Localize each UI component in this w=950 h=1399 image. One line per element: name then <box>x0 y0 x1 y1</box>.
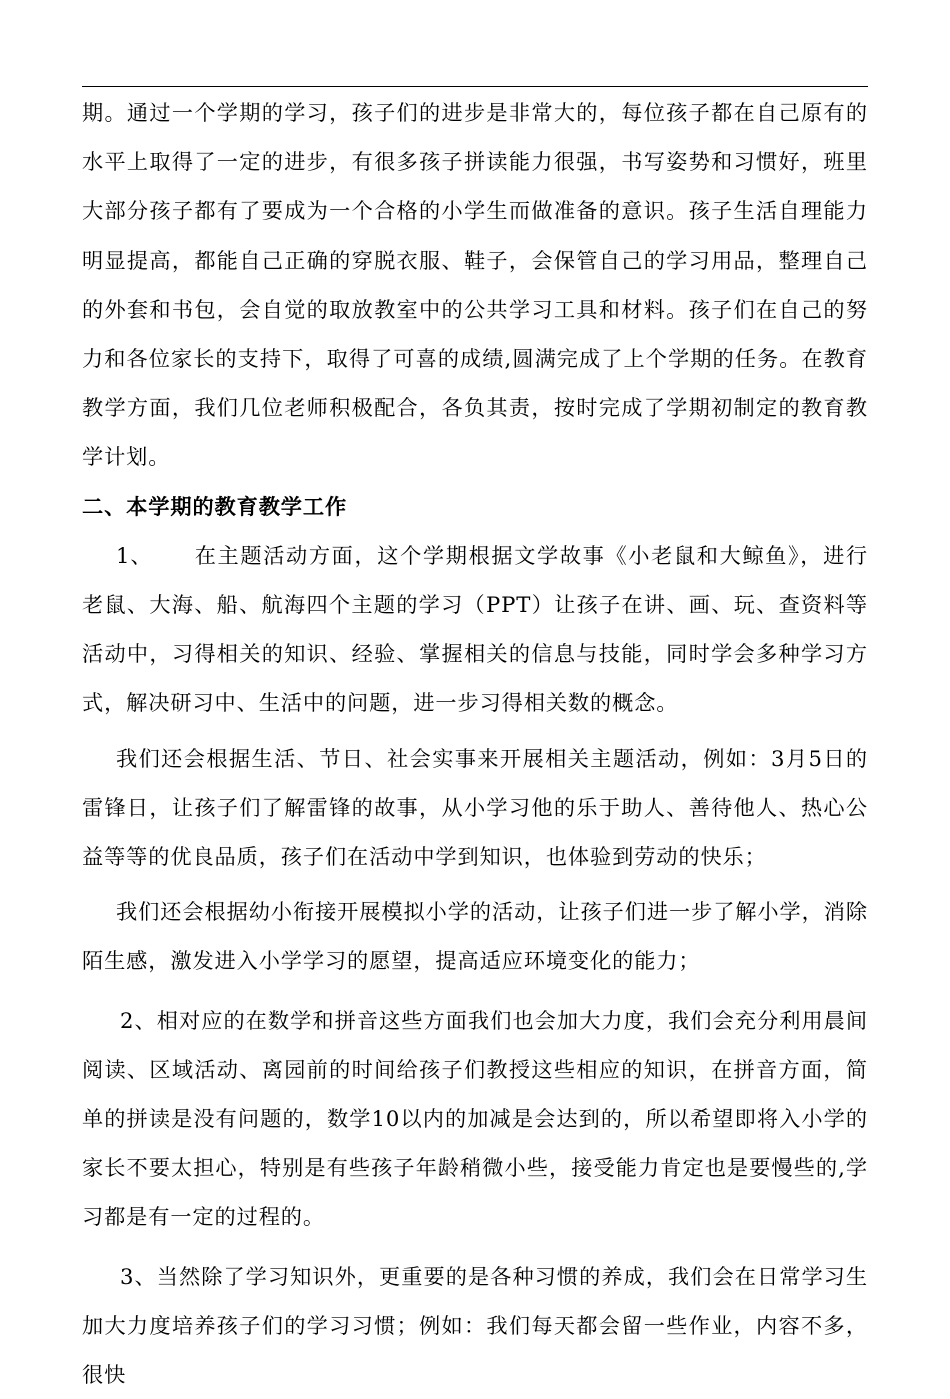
list-item-1-text: 在主题活动方面，这个学期根据文学故事《小老鼠和大鲸鱼》，进行老鼠、大海、船、航海四个主题的学习（PPT）让孩子在讲、画、玩、查资料等活动中，习得相关的知识、经验、掌握相关的信息与技能，同时学会多种学习方式，解决研习中、生活中的问题，进一步习得相关数的概念。 <box>82 542 868 716</box>
paragraph-leifeng-day: 我们还会根据生活、节日、社会实事来开展相关主题活动，例如：3月5日的雷锋日，让孩子们了解雷锋的故事，从小学习他的乐于助人、善待他人、热心公益等等的优良品质，孩子们在活动中学到知识，也体验到劳动的快乐； <box>82 745 868 870</box>
section-heading: 二、本学期的教育教学工作 <box>82 493 348 519</box>
list-item-1 <box>82 531 868 728</box>
header-rule <box>82 86 868 87</box>
paragraph-previous-semester: 期。通过一个学期的学习，孩子们的进步是非常大的，每位孩子都在自己原有的水平上取得了一定的进步，有很多孩子拼读能力很强，书写姿势和习惯好，班里大部分孩子都有了要成为一个合格的小学生而做准备的意识。孩子生活自理能力明显提高，都能自己正确的穿脱衣服、鞋子，会保管自己的学习用品，整理自己的外套和书包，会自觉的取放教室中的公共学习工具和材料。孩子们在自己的努力和各位家长的支持下，取得了可喜的成绩,圆满完成了上个学期的任务。在教育教学方面，我们几位老师积极配合，各负其责，按时完成了学期初制定的教育教学计划。 <box>82 100 868 470</box>
document-body <box>82 88 868 1399</box>
list-item-2: 2、相对应的在数学和拼音这些方面我们也会加大力度，我们会充分利用晨间阅读、区域活动、离园前的时间给孩子们教授这些相应的知识，在拼音方面，简单的拼读是没有问题的，数学10以内的加减是会达到的，所以希望即将入小学的家长不要太担心，特别是有些孩子年龄稍微小些，接受能力肯定也是要慢些的,学习都是有一定的过程的。 <box>82 1007 868 1230</box>
list-item-1-number: 1、 <box>116 542 153 568</box>
list-item-3: 3、当然除了学习知识外，更重要的是各种习惯的养成，我们会在日常学习生加大力度培养孩子们的学习习惯；例如：我们每天都会留一些作业，内容不多，很快 <box>82 1263 868 1388</box>
paragraph-primary-transition: 我们还会根据幼小衔接开展模拟小学的活动，让孩子们进一步了解小学，消除陌生感，激发进入小学学习的愿望，提高适应环境变化的能力； <box>82 899 868 974</box>
